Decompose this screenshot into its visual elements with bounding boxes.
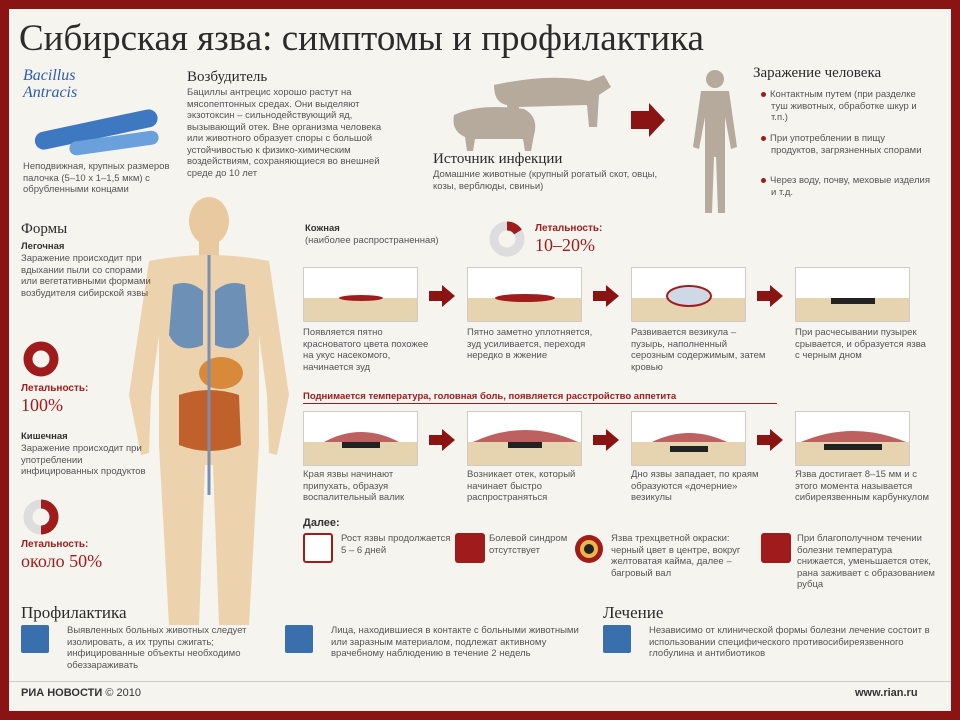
bacillus-name: Bacillus Antracis — [23, 67, 78, 101]
stage-image — [795, 267, 910, 322]
stage-image — [795, 411, 910, 466]
footer-brand: РИА НОВОСТИ © 2010 — [21, 687, 141, 699]
arrow-icon — [429, 429, 455, 451]
lethality-ring-icon — [489, 221, 525, 257]
page-title: Сибирская язва: симптомы и профилактика — [19, 18, 704, 59]
animals-icon — [439, 65, 619, 155]
infection-heading: Заражение человека — [753, 65, 882, 81]
stage-text: Возникает отек, который начинает быстро распространяться — [467, 469, 576, 503]
stage-image — [631, 267, 746, 322]
skin-lethality-label: Летальность: — [535, 223, 603, 234]
source-heading: Источник инфекции — [433, 151, 563, 167]
further-item: Язва трехцветной окраски: черный цвет в центре, вокруг желтоватая кайма, далее – багровый вал — [611, 533, 741, 579]
agent-text: Бациллы антрецис хорошо растут на мясопептонных средах. Они выделяют экзотоксин – сильнодействующий яд, вызывающий отек. Вне организма человека или животного образует споры с большой устойчивостью к физико-химическим воздействиям, сохраняющиеся во внешней среде до 10 лет — [187, 87, 382, 179]
intestinal-lethality-value: около 50% — [21, 551, 103, 571]
form-skin-name: Кожная — [305, 223, 340, 234]
bacillus-illustration — [29, 101, 169, 161]
stage-text: Развивается везикула – пузырь, наполненный серозным содержимым, затем кровью — [631, 327, 766, 373]
form-intestinal-text: Заражение происходит при употреблении инфицированных продуктов — [21, 443, 146, 477]
stage-text: Пятно заметно уплотняется, зуд усиливается, переходя нередко в жжение — [467, 327, 593, 361]
stage-text: При расчесывании пузырек срывается, и образуется язва с черным дном — [795, 327, 926, 361]
walking-person-icon — [761, 533, 791, 563]
footer-url[interactable]: www.rian.ru — [855, 687, 918, 699]
lethality-ring-icon — [23, 341, 59, 377]
hand-icon — [455, 533, 485, 563]
calendar-icon — [303, 533, 333, 563]
forms-heading: Формы — [21, 221, 68, 237]
arrow-icon — [757, 285, 783, 307]
stage-image — [303, 411, 418, 466]
form-pulmonary-name: Легочная — [21, 241, 65, 252]
stage-image — [303, 267, 418, 322]
infection-item: При употреблении в пищу продуктов, загрязненных спорами — [771, 133, 931, 156]
arrow-icon — [429, 285, 455, 307]
infection-item: Контактным путем (при разделке туш животных, обработке шкур и т.п.) — [771, 89, 931, 124]
source-text: Домашние животные (крупный рогатый скот, овцы, козы, верблюды, свиньи) — [433, 169, 658, 192]
form-intestinal-name: Кишечная — [21, 431, 68, 442]
further-item: Болевой синдром отсутствует — [489, 533, 568, 556]
further-heading: Далее: — [303, 517, 340, 529]
arrow-icon — [593, 429, 619, 451]
form-skin-note: (наиболее распространенная) — [305, 235, 439, 246]
pills-icon — [603, 625, 631, 653]
pulmonary-lethality-label: Летальность: — [21, 383, 89, 394]
arrow-icon — [757, 429, 783, 451]
temperature-banner: Поднимается температура, головная боль, появляется расстройство аппетита — [303, 391, 677, 402]
stage-text: Язва достигает 8–15 мм и с этого момента называется сибиреязвенным карбункулом — [795, 469, 930, 503]
arrow-icon — [631, 103, 665, 137]
stage-text: Появляется пятно красноватого цвета похожее на укус насекомого, начинается зуд — [303, 327, 429, 373]
medical-cross-icon — [285, 625, 313, 653]
treatment-heading: Лечение — [603, 603, 664, 622]
bacillus-desc: Неподвижная, крупных размеров палочка (5–10 х 1–1,5 мкм) с обрубленными концами — [23, 161, 170, 195]
human-icon — [685, 67, 745, 217]
stage-image — [467, 411, 582, 466]
further-item: При благополучном течении болезни температура снижается, уменьшается отек, рана заживает с образованием рубца — [797, 533, 935, 590]
form-pulmonary-text: Заражение происходит при вдыхании пыли со спорами или вегетативными формами возбудителя сибирской язвы — [21, 253, 151, 299]
intestinal-lethality-label: Летальность: — [21, 539, 89, 550]
stage-text: Края язвы начинают припухать, образуя воспалительный валик — [303, 469, 405, 503]
stage-image — [467, 267, 582, 322]
pulmonary-lethality-value: 100% — [21, 395, 63, 415]
prevention-item: Лица, находившиеся в контакте с больными животными или заразным материалом, подлежат активному врачебному наблюдению в течение 2 недель — [331, 625, 579, 659]
stage-image — [631, 411, 746, 466]
lethality-ring-icon — [23, 499, 59, 535]
prevention-item: Выявленных больных животных следует изолировать, а их трупы сжигать; инфицированные объекты необходимо обеззараживать — [67, 625, 247, 671]
stage-text: Дно язвы западает, по краям образуются «дочерние» везикулы — [631, 469, 759, 503]
infection-item: Через воду, почву, меховые изделия и т.д. — [771, 175, 931, 198]
cow-icon — [21, 625, 49, 653]
treatment-text: Независимо от клинической формы болезни лечение состоит в использовании специфического противосибиреязвенного глобулина и антибиотиков — [649, 625, 930, 659]
further-item: Рост язвы продолжается 5 – 6 дней — [341, 533, 451, 556]
prevention-heading: Профилактика — [21, 603, 127, 622]
ulcer-icon — [573, 533, 605, 565]
infographic — [9, 9, 951, 711]
agent-heading: Возбудитель — [187, 69, 268, 85]
skin-lethality-value: 10–20% — [535, 235, 595, 255]
arrow-icon — [593, 285, 619, 307]
